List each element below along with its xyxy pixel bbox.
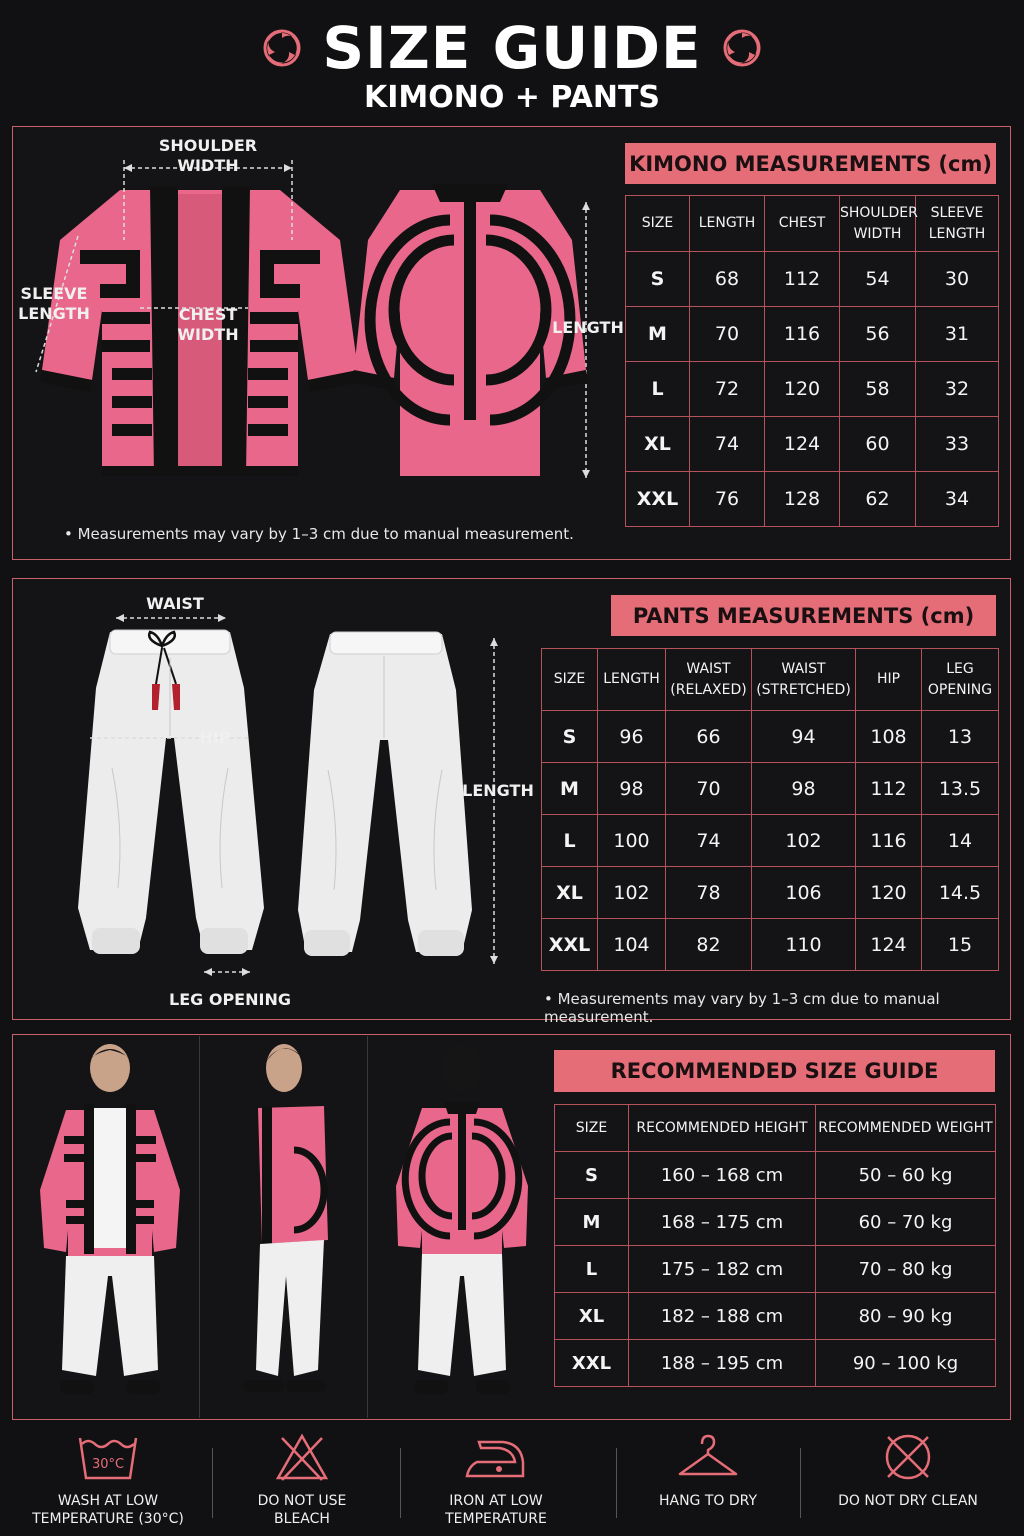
model-back-photo: [392, 1040, 532, 1412]
table-cell: 90 – 100 kg: [816, 1340, 996, 1387]
table-cell: 94: [752, 711, 856, 763]
table-row: [626, 362, 999, 417]
table-header-cell: LENGTH: [690, 196, 765, 252]
table-cell: 56: [840, 307, 916, 362]
table-row: [542, 815, 999, 867]
model-front-photo: [36, 1040, 184, 1412]
table-header-cell: SIZE: [555, 1105, 629, 1152]
table-cell: 124: [856, 919, 922, 971]
table-cell: 128: [765, 472, 840, 527]
table-cell: 60: [840, 417, 916, 472]
table-cell: XXL: [542, 919, 598, 971]
pants-length-label: LENGTH: [462, 781, 534, 800]
table-header-cell: HIP: [856, 649, 922, 711]
table-cell: 108: [856, 711, 922, 763]
table-row: [626, 417, 999, 472]
table-cell: 188 – 195 cm: [629, 1340, 816, 1387]
table-cell: 15: [922, 919, 999, 971]
model-side-photo: [228, 1040, 348, 1412]
no-bleach-icon: [274, 1432, 330, 1482]
kimono-table-title: KIMONO MEASUREMENTS (cm): [625, 143, 996, 184]
table-cell: 68: [690, 252, 765, 307]
sleeve-length-label: SLEEVE LENGTH: [18, 284, 90, 323]
table-cell: 33: [916, 417, 999, 472]
care-label-bleach: DO NOT USE BLEACH: [257, 1493, 347, 1527]
table-cell: 102: [752, 815, 856, 867]
table-row: [542, 711, 999, 763]
care-dry-clean: [808, 1432, 1008, 1510]
wash-temp-badge: 30°C: [91, 1457, 125, 1472]
care-iron: [396, 1432, 596, 1528]
table-cell: 13: [922, 711, 999, 763]
table-cell: 98: [598, 763, 666, 815]
kimono-measurements-table: [625, 195, 999, 527]
wash-low-temperature-icon: [76, 1432, 140, 1482]
pants-dimension-lines: [80, 608, 520, 988]
pants-measurements-table: [541, 648, 999, 971]
table-cell: 182 – 188 cm: [629, 1293, 816, 1340]
table-cell: 112: [765, 252, 840, 307]
leg-opening-label: LEG OPENING: [169, 990, 291, 1009]
table-header-cell: WAIST (RELAXED): [666, 649, 752, 711]
chest-width-label: CHEST WIDTH: [177, 305, 239, 344]
table-cell: 60 – 70 kg: [816, 1199, 996, 1246]
page-title: SIZE GUIDE: [322, 14, 702, 82]
table-cell: 14: [922, 815, 999, 867]
waist-label: WAIST: [146, 594, 204, 613]
care-label-wash: WASH AT LOW TEMPERATURE (30°C): [32, 1493, 184, 1527]
care-hang: [608, 1432, 808, 1510]
pants-table-title: PANTS MEASUREMENTS (cm): [611, 595, 996, 636]
table-cell: 30: [916, 252, 999, 307]
table-cell: 58: [840, 362, 916, 417]
table-cell: M: [542, 763, 598, 815]
table-cell: 120: [765, 362, 840, 417]
table-cell: 13.5: [922, 763, 999, 815]
page-subtitle: KIMONO + PANTS: [363, 80, 661, 115]
table-cell: 106: [752, 867, 856, 919]
photo-divider: [199, 1036, 200, 1418]
table-cell: 100: [598, 815, 666, 867]
table-cell: 112: [856, 763, 922, 815]
table-cell: L: [626, 362, 690, 417]
table-cell: 62: [840, 472, 916, 527]
table-row: [555, 1293, 996, 1340]
table-cell: 50 – 60 kg: [816, 1152, 996, 1199]
table-cell: 160 – 168 cm: [629, 1152, 816, 1199]
table-cell: XL: [542, 867, 598, 919]
table-row: [626, 472, 999, 527]
table-header-cell: SHOULDER WIDTH: [840, 196, 916, 252]
table-cell: M: [555, 1199, 629, 1246]
table-cell: S: [626, 252, 690, 307]
recommended-table-title: RECOMMENDED SIZE GUIDE: [554, 1050, 995, 1092]
table-header-cell: LENGTH: [598, 649, 666, 711]
table-header-cell: SIZE: [626, 196, 690, 252]
table-cell: 34: [916, 472, 999, 527]
kimono-length-label: LENGTH: [552, 318, 624, 337]
table-cell: 96: [598, 711, 666, 763]
table-cell: 116: [856, 815, 922, 867]
table-cell: 175 – 182 cm: [629, 1246, 816, 1293]
table-row: [555, 1199, 996, 1246]
photo-divider: [367, 1036, 368, 1418]
table-cell: 80 – 90 kg: [816, 1293, 996, 1340]
table-cell: L: [542, 815, 598, 867]
table-cell: 70: [690, 307, 765, 362]
table-header-cell: CHEST: [765, 196, 840, 252]
recommended-size-table: [554, 1104, 996, 1387]
table-row: [542, 763, 999, 815]
table-row: [555, 1152, 996, 1199]
table-cell: 72: [690, 362, 765, 417]
table-header-cell: SIZE: [542, 649, 598, 711]
table-cell: S: [555, 1152, 629, 1199]
table-cell: S: [542, 711, 598, 763]
table-row: [555, 1340, 996, 1387]
table-cell: XXL: [555, 1340, 629, 1387]
table-row: [542, 867, 999, 919]
care-label-dry-clean: DO NOT DRY CLEAN: [838, 1493, 978, 1509]
table-cell: 104: [598, 919, 666, 971]
table-row: [626, 252, 999, 307]
table-cell: XL: [626, 417, 690, 472]
table-header-cell: RECOMMENDED WEIGHT: [816, 1105, 996, 1152]
table-header-cell: RECOMMENDED HEIGHT: [629, 1105, 816, 1152]
table-cell: 82: [666, 919, 752, 971]
hang-dry-icon: [676, 1432, 740, 1482]
table-cell: 78: [666, 867, 752, 919]
table-cell: 124: [765, 417, 840, 472]
shoulder-width-label: SHOULDER WIDTH: [158, 136, 258, 175]
table-header-cell: WAIST (STRETCHED): [752, 649, 856, 711]
table-header-cell: SLEEVE LENGTH: [916, 196, 999, 252]
care-label-hang: HANG TO DRY: [658, 1493, 758, 1509]
table-cell: 70: [666, 763, 752, 815]
kimono-note: • Measurements may vary by 1–3 cm due to manual measurement.: [64, 525, 574, 543]
table-cell: L: [555, 1246, 629, 1293]
table-cell: XXL: [626, 472, 690, 527]
table-cell: 120: [856, 867, 922, 919]
table-header-row: [626, 196, 999, 252]
pants-note: • Measurements may vary by 1–3 cm due to manual measurement.: [544, 990, 940, 1026]
table-row: [555, 1246, 996, 1293]
table-cell: 66: [666, 711, 752, 763]
iron-low-icon: [463, 1432, 529, 1482]
table-cell: 74: [666, 815, 752, 867]
table-cell: 32: [916, 362, 999, 417]
table-cell: 168 – 175 cm: [629, 1199, 816, 1246]
hip-label: HIP: [199, 728, 231, 747]
table-cell: 110: [752, 919, 856, 971]
care-label-iron: IRON AT LOW TEMPERATURE: [445, 1493, 547, 1527]
table-cell: M: [626, 307, 690, 362]
table-cell: 102: [598, 867, 666, 919]
table-header-row: [555, 1105, 996, 1152]
care-bleach: [202, 1432, 402, 1528]
no-dry-clean-icon: [880, 1432, 936, 1482]
care-wash: [8, 1432, 208, 1528]
table-header-row: [542, 649, 999, 711]
table-header-cell: LEG OPENING: [922, 649, 999, 711]
table-row: [542, 919, 999, 971]
table-cell: 98: [752, 763, 856, 815]
table-cell: 70 – 80 kg: [816, 1246, 996, 1293]
table-cell: 14.5: [922, 867, 999, 919]
table-cell: XL: [555, 1293, 629, 1340]
table-row: [626, 307, 999, 362]
table-cell: 74: [690, 417, 765, 472]
table-cell: 116: [765, 307, 840, 362]
table-cell: 54: [840, 252, 916, 307]
table-cell: 31: [916, 307, 999, 362]
table-cell: 76: [690, 472, 765, 527]
